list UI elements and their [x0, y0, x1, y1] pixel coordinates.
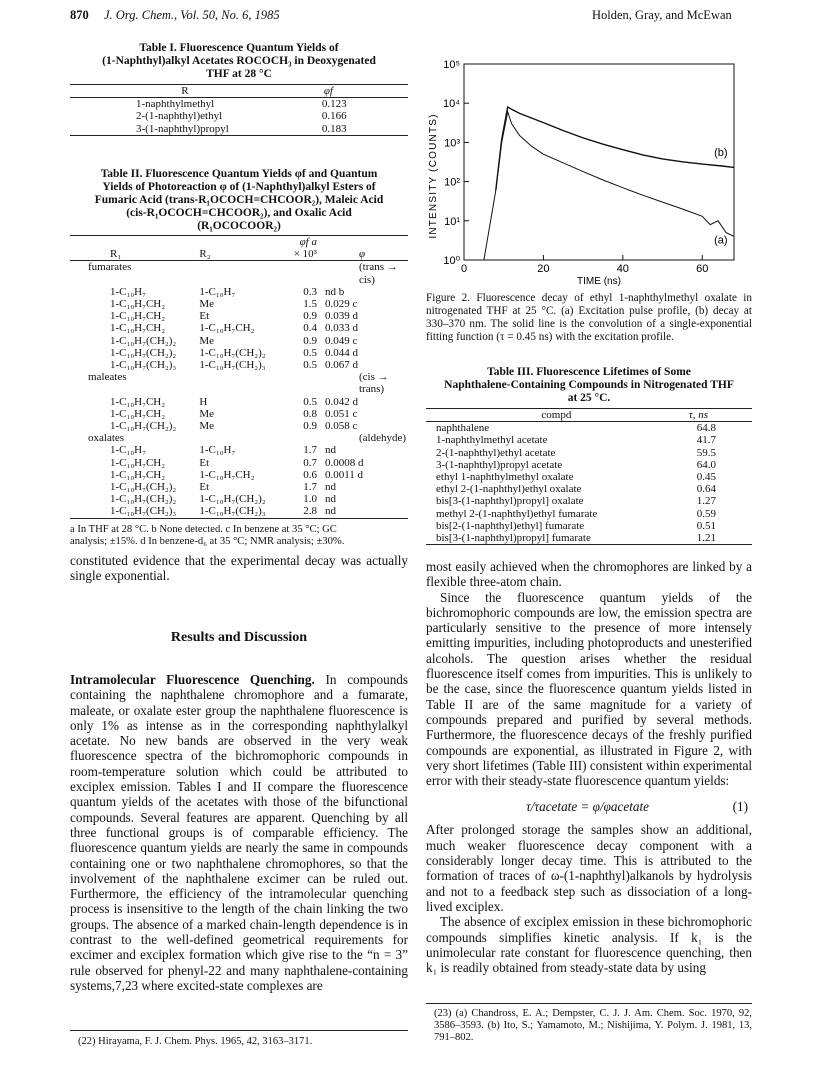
intro-paragraph: [70, 672, 408, 993]
curve-label-b: (b): [714, 146, 728, 159]
right-column-text: [426, 559, 752, 975]
col-header-tau: τ, ns: [688, 409, 709, 421]
table-section-row: maleates (cis → trans): [88, 371, 389, 396]
table-row: methyl 2-(1-naphthyl)ethyl fumarate 0.59: [436, 507, 717, 520]
paragraph-body: In compounds containing the naphthalene chromophore and a fumarate, maleate, or oxalate ester group the naphthalene fluorescence is only 1% as intense as in the corresponding naphthylalkyl acetate. No new bands are observed in the very weak fluorescence spectra of the bichromophoric compounds in room-temperature solution which could be attributed to exciplex emission. Tables I and II compare the fluorescence quantum yields of the acetates with those of the bifunctional compounds. Several features are apparent. Quenching by all three functional groups is of comparable efficiency. The fluorescence quantum yields are nearly the same in compounds containing one or two naphthalene chromophores, so that the involvement of the naphthalene excimer can be ruled out. Furthermore, the efficiency of the intramolecular quenching process is insensitive to the length of the chain linking the two groups. The absence of a marked chain-length dependence is in contrast to the well-defined geometrical requirements for excimer and exciplex formation which give rise to the “n = 3” rule observed for phenyl-22 and many naphthalene-containing systems,7,23 where excited-state complexes are: [70, 672, 409, 993]
paragraph: The absence of exciplex emission in these bichromophoric compounds simplifies kinetic analysis. If k₁ is the unimolecular rate constant for fluorescence quenching, then k₁ is readily obtained from steady-state data by using: [426, 914, 752, 976]
footnote-divider: [426, 1003, 752, 1004]
y-tick-label: 10¹: [444, 215, 460, 228]
table-row: 1-C₁₀H₇CH₂ Me 1.5 0.029 c: [110, 298, 358, 311]
y-tick-label: 10⁰: [443, 255, 460, 267]
table-1: [70, 42, 408, 136]
col-header-phif: φf a: [299, 236, 317, 248]
y-tick-label: 10²: [444, 176, 460, 189]
decay-chart: [420, 50, 750, 290]
table-section-row: oxalates (aldehyde): [88, 432, 406, 445]
equation-number: (1): [732, 799, 748, 815]
col-header-phi: φ: [358, 248, 366, 261]
left-continuation-text: constituted evidence that the experimental decay was actually single exponential.: [70, 553, 408, 584]
table-row: ethyl 1-naphthylmethyl oxalate 0.45: [436, 471, 717, 484]
x-axis-label: TIME (ns): [577, 276, 621, 287]
paragraph: Since the fluorescence quantum yields of the bichromophoric compounds are low, the emission spectra are particularly sensitive to the presence of more intensely emitting impurities, including photoproducts and unesterified alcohols. The question arises whether the residual fluorescence itself comes from impurities. This is unlikely to be the case, since the fluorescence quantum yields listed in Table II are of the same magnitude for a variety of compounds prepared and purified by several methods. Furthermore, the fluorescence decays of the freshly purified compounds are exponential, as illustrated in Figure 2, with very short lifetimes (Table III) consistent within experimental error with their steady-state fluorescence quantum yields:: [426, 589, 752, 789]
table-row: 1-C₁₀H₇ 1-C₁₀H₇ 0.3 nd b: [110, 285, 345, 298]
col-header-r: R: [181, 85, 189, 97]
table-row: ethyl 2-(1-naphthyl)ethyl oxalate 0.64: [436, 483, 717, 496]
figure-2-caption: Figure 2. Fluorescence decay of ethyl 1-naphthylmethyl oxalate in nitrogenated THF at 25 °C. (a) Excitation pulse profile, (b) decay at 330–370 nm. The solid line is the convolution of a single-exponential fitting function (τ = 0.45 ns) with the excitation profile.: [426, 292, 752, 343]
table-row: 1-C₁₀H₇ 1-C₁₀H₇ 1.7 nd: [110, 444, 336, 457]
y-tick-label: 10³: [444, 137, 460, 150]
figure-2: [420, 50, 750, 290]
table-row: bis[2-(1-naphthyl)ethyl] fumarate 0.51: [436, 519, 717, 532]
table-row: 1-C₁₀H₇(CH₂)₂ 1-C₁₀H₇(CH₂)₂ 0.5 0.044 d: [110, 346, 358, 359]
curve-label-a: (a): [714, 234, 728, 247]
journal-citation: J. Org. Chem., Vol. 50, No. 6, 1985: [104, 8, 280, 22]
x-tick-label: 60: [696, 263, 709, 275]
col-header-compd: compd: [541, 409, 572, 421]
table-3-caption: Table III. Fluorescence Lifetimes of Some Naphthalene-Containing Compounds in Nitrogenated THF at 25 °C.: [444, 366, 734, 404]
series-b-line: [496, 107, 734, 190]
paragraph: After prolonged storage the samples show an additional, much weaker fluorescence decay component with a considerably longer decay time. This is attributed to the formation of traces of ω-(1-naphthyl)alkanols by hydrolysis and not to a feedback step such as dissociation of a long-lived exciplex.: [426, 822, 752, 914]
table-row: 1-C₁₀H₇CH₂ Me 0.8 0.051 c: [110, 407, 358, 420]
footnote-divider: [70, 1030, 408, 1031]
table-2: [70, 168, 408, 549]
table-row: 1-C₁₀H₇(CH₂)₃ 1-C₁₀H₇(CH₂)₃ 0.5 0.067 d: [110, 359, 358, 372]
table-row: 1-C₁₀H₇CH₂ H 0.5 0.042 d: [110, 395, 358, 408]
table-row: 1-C₁₀H₇(CH₂)₃ 1-C₁₀H₇(CH₂)₃ 2.8 nd: [110, 505, 336, 518]
paragraph: most easily achieved when the chromophores are linked by a flexible three-atom chain.: [426, 559, 752, 590]
table-row: bis[3-(1-naphthyl)propyl] oxalate 1.27: [436, 495, 717, 508]
table-row: bis[3-(1-naphthyl)propyl] fumarate 1.21: [436, 532, 717, 545]
table-row: naphthalene 64.8: [436, 422, 717, 435]
table-row: 3-(1-naphthyl)propyl acetate 64.0: [436, 458, 717, 471]
table-row: 1-C₁₀H₇(CH₂)₂ Me 0.9 0.058 c: [110, 420, 358, 433]
table-row: 1-C₁₀H₇CH₂ 1-C₁₀H₇CH₂ 0.6 0.0011 d: [110, 468, 364, 481]
col-header-r1: R₁: [110, 248, 122, 261]
table-3: [426, 366, 752, 545]
table-row: 2-(1-naphthyl)ethyl 0.166: [136, 110, 347, 123]
equation-text: τ/τacetate = φ/φacetate: [526, 799, 650, 815]
table-2-notes: a In THF at 28 °C. b None detected. c In benzene at 35 °C; GC analysis; ±15%. d In benzene-d₆ at 35 °C; NMR analysis; ±30%.: [70, 523, 345, 548]
y-axis-label: INTENSITY (COUNTS): [428, 113, 439, 239]
col-header-r2: R₂: [199, 248, 211, 261]
author-names: Holden, Gray, and McEwan: [592, 8, 732, 22]
table-row: 1-naphthylmethyl 0.123: [136, 98, 347, 111]
table-row: 1-C₁₀H₇(CH₂)₂ 1-C₁₀H₇(CH₂)₂ 1.0 nd: [110, 493, 336, 506]
x-tick-label: 40: [616, 263, 629, 275]
y-tick-label: 10⁵: [443, 59, 460, 71]
plot-frame: [464, 64, 734, 260]
footnote-22: (22) Hirayama, F. J. Chem. Phys. 1965, 42, 3163–3171.: [78, 1036, 313, 1047]
table-row: 2-(1-naphthyl)ethyl acetate 59.5: [436, 446, 717, 459]
table-row: 1-naphthylmethyl acetate 41.7: [436, 434, 717, 447]
col-header-multiplier: × 10³: [293, 248, 317, 261]
table-1-caption: Table I. Fluorescence Quantum Yields of (1-Naphthyl)alkyl Acetates ROCOCH₃ in Deoxygenated THF at 28 °C: [102, 42, 376, 80]
paragraph-run-in-heading: Intramolecular Fluorescence Quenching.: [70, 672, 315, 687]
table-row: 1-C₁₀H₇CH₂ Et 0.7 0.0008 d: [110, 456, 364, 469]
table-section-row: fumarates (trans → cis): [88, 261, 398, 286]
table-2-caption: Table II. Fluorescence Quantum Yields φf and Quantum Yields of Photoreaction φ of (1-Naphthyl)alkyl Esters of Fumaric Acid (trans-R₁OCOCH=CHCOOR₂), Maleic Acid (cis-R₁OCOCH=CHCOOR₂), and Oxalic Acid (R₁OCOCOOR₂): [94, 168, 384, 232]
table-row: 1-C₁₀H₇(CH₂)₂ Me 0.9 0.049 c: [110, 334, 358, 347]
col-header-phif: φf: [323, 85, 333, 97]
page-number: 870: [70, 8, 89, 22]
table-row: 1-C₁₀H₇CH₂ Et 0.9 0.039 d: [110, 310, 358, 323]
table-row: 1-C₁₀H₇(CH₂)₂ Et 1.7 nd: [110, 481, 336, 494]
equation-1: [426, 792, 752, 822]
y-tick-label: 10⁴: [443, 98, 460, 111]
table-row: 3-(1-naphthyl)propyl 0.183: [136, 122, 347, 135]
section-heading: Results and Discussion: [170, 630, 308, 645]
x-tick-label: 20: [537, 263, 550, 275]
footnote-23: (23) (a) Chandross, E. A.; Dempster, C. J. J. Am. Chem. Soc. 1970, 92, 3586–3593. (b) Ito, S.; Yamamoto, M.; Nishijima, Y. Polym. J. 1981, 13, 791–802.: [434, 1008, 752, 1043]
table-row: 1-C₁₀H₇CH₂ 1-C₁₀H₇CH₂ 0.4 0.033 d: [110, 322, 358, 335]
x-tick-label: 0: [460, 263, 468, 275]
series-a-line: [464, 112, 734, 260]
